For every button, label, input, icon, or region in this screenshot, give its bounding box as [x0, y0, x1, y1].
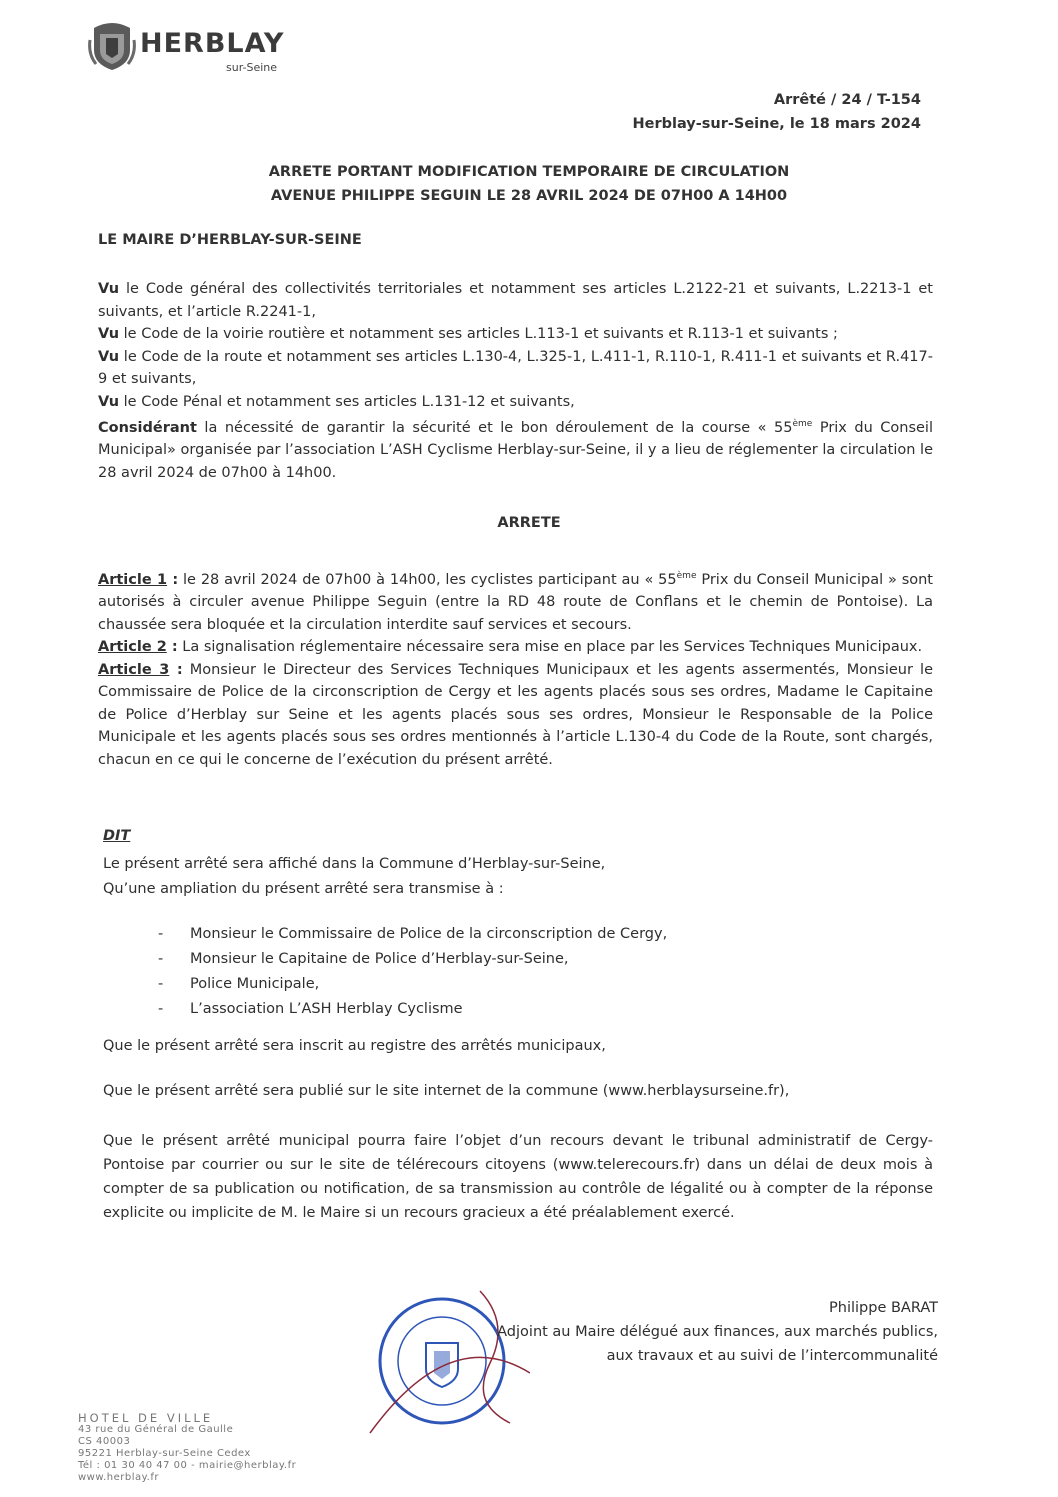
footer-website: www.herblay.fr	[78, 1472, 159, 1483]
footer-street: 43 rue du Général de Gaulle	[78, 1424, 234, 1435]
footer-hotel-de-ville: HOTEL DE VILLE	[78, 1411, 214, 1425]
list-dash: -	[158, 926, 164, 942]
vu-text: le Code de la voirie routière et notamment ses articles L.113-1 et suivants et R.113-1 et suivants ;	[119, 326, 838, 342]
footer-address	[78, 1412, 296, 1484]
recipients-list	[158, 922, 667, 1022]
vu-text: le Code général des collectivités territoriales et notamment ses articles L.2122-21 et suivants, L.2213-1 et suivants, et l’article R.2241-1,	[98, 281, 933, 320]
signer-role-2: aux travaux et au suivi de l’intercommunalité	[606, 1348, 938, 1364]
vu-text: le Code Pénal et notamment ses articles L.131-12 et suivants,	[119, 393, 575, 410]
article-label: Article 2	[98, 639, 167, 656]
reference-block	[632, 88, 921, 136]
list-item	[158, 997, 667, 1022]
title-line-2: AVENUE PHILIPPE SEGUIN LE 28 AVRIL 2024 DE 07H00 A 14H00	[270, 188, 788, 204]
considerant-paragraph	[98, 413, 933, 484]
city-logo	[88, 20, 318, 80]
recipient: Monsieur le Capitaine de Police d’Herblay-sur-Seine,	[190, 951, 569, 967]
signer-role-1: Adjoint au Maire délégué aux finances, aux marchés publics,	[497, 1324, 938, 1340]
considerant-text-after: Prix du Conseil Municipal» organisée par l’association L’ASH Cyclisme Herblay-sur-Seine, il y a lieu de réglementer la circulation le 28 avril 2024 de 07h00 à 14h00.	[98, 419, 933, 481]
vu-paragraph	[98, 391, 933, 414]
article-colon: :	[166, 639, 178, 656]
logo-name: HERBLAY	[140, 28, 285, 59]
coat-of-arms-icon	[88, 20, 136, 72]
ordinal-suffix: ème	[676, 571, 697, 581]
article-label: Article 1	[98, 571, 168, 588]
article-colon: :	[169, 661, 183, 678]
article-1	[98, 565, 933, 636]
list-dash: -	[158, 976, 164, 992]
legal-basis	[98, 278, 933, 484]
recipient: L’association L’ASH Herblay Cyclisme	[190, 1001, 463, 1017]
list-item	[158, 947, 667, 972]
publication-line: Que le présent arrêté sera publié sur le site internet de la commune (www.herblaysurseine.fr),	[103, 1083, 790, 1099]
vu-lead: Vu	[98, 393, 120, 410]
list-item	[158, 922, 667, 947]
vu-lead: Vu	[98, 326, 120, 342]
list-dash: -	[158, 1001, 164, 1017]
place-date: Herblay-sur-Seine, le 18 mars 2024	[632, 116, 921, 132]
considerant-lead: Considérant	[98, 419, 197, 436]
vu-lead: Vu	[98, 348, 120, 365]
article-3	[98, 659, 933, 772]
vu-lead: Vu	[98, 281, 120, 297]
article-text: Monsieur le Directeur des Services Techniques Municipaux et les agents assermentés, Monsieur le Commissaire de Police de la circonscription de Cergy et les agents placés sous ses ordres, Madame le Capitaine de Police d’Herblay sur Seine et les agents placés sous ses ordres, Monsieur le Responsable de la Police Municipale et les agents placés sous ses ordres mentionnés à l’article L.130-4 du Code de la Route, sont chargés, chacun en ce qui le concerne de l’exécution du présent arrêté.	[98, 661, 933, 768]
article-label: Article 3	[98, 661, 170, 678]
logo-subtitle: sur-Seine	[226, 61, 278, 74]
ordinal-suffix: ème	[792, 419, 813, 429]
recipient: Monsieur le Commissaire de Police de la circonscription de Cergy,	[190, 926, 668, 942]
vu-paragraph	[98, 323, 933, 346]
footer-city: 95221 Herblay-sur-Seine Cedex	[78, 1448, 251, 1459]
signature-block	[497, 1296, 938, 1368]
considerant-text-before: la nécessité de garantir la sécurité et le bon déroulement de la course « 55	[196, 419, 793, 436]
vu-text: le Code de la route et notamment ses articles L.130-4, L.325-1, L.411-1, R.110-1, R.411-1 et suivants et R.417-9 et suivants,	[98, 348, 933, 387]
footer-contact: Tél : 01 30 40 47 00 - mairie@herblay.fr	[78, 1460, 297, 1471]
signer-name: Philippe BARAT	[829, 1300, 938, 1316]
title-line-1: ARRETE PORTANT MODIFICATION TEMPORAIRE DE CIRCULATION	[268, 164, 790, 180]
list-item	[158, 972, 667, 997]
dit-heading: DIT	[103, 828, 131, 844]
list-dash: -	[158, 951, 164, 967]
mayor-heading: LE MAIRE D’HERBLAY-SUR-SEINE	[98, 232, 362, 248]
article-2	[98, 636, 933, 659]
vu-paragraph	[98, 346, 933, 391]
article-text-before: le 28 avril 2024 de 07h00 à 14h00, les cyclistes participant au « 55	[178, 571, 677, 588]
dit-text	[103, 852, 903, 902]
decree-title	[0, 160, 1058, 208]
arrete-heading: ARRETE	[497, 515, 561, 531]
recipient: Police Municipale,	[190, 976, 320, 992]
vu-paragraph	[98, 278, 933, 323]
article-text: La signalisation réglementaire nécessaire sera mise en place par les Services Techniques Municipaux.	[177, 639, 923, 656]
dit-line-2: Qu’une ampliation du présent arrêté sera transmise à :	[103, 881, 504, 897]
article-colon: :	[167, 571, 179, 588]
dit-line-1: Le présent arrêté sera affiché dans la Commune d’Herblay-sur-Seine,	[103, 856, 606, 872]
registre-line: Que le présent arrêté sera inscrit au registre des arrêtés municipaux,	[103, 1038, 606, 1054]
appeal-paragraph: Que le présent arrêté municipal pourra faire l’objet d’un recours devant le tribunal administratif de Cergy-Pontoise par courrier ou sur le site de télérecours citoyens (www.telerecours.fr) dans un délai de deux mois à compter de sa publication ou notification, de sa transmission au contrôle de légalité ou à compter de la réponse explicite ou implicite de M. le Maire si un recours gracieux a été préalablement exercé.	[103, 1133, 933, 1221]
decree-reference: Arrêté / 24 / T-154	[773, 92, 921, 108]
footer-cs: CS 40003	[78, 1436, 131, 1447]
article-text-after: Prix du Conseil Municipal » sont autorisés à circuler avenue Philippe Seguin (entre la RD 48 route de Conflans et le chemin de Pontoise). La chaussée sera bloquée et la circulation interdite sauf services et secours.	[98, 571, 933, 633]
articles	[98, 565, 933, 771]
